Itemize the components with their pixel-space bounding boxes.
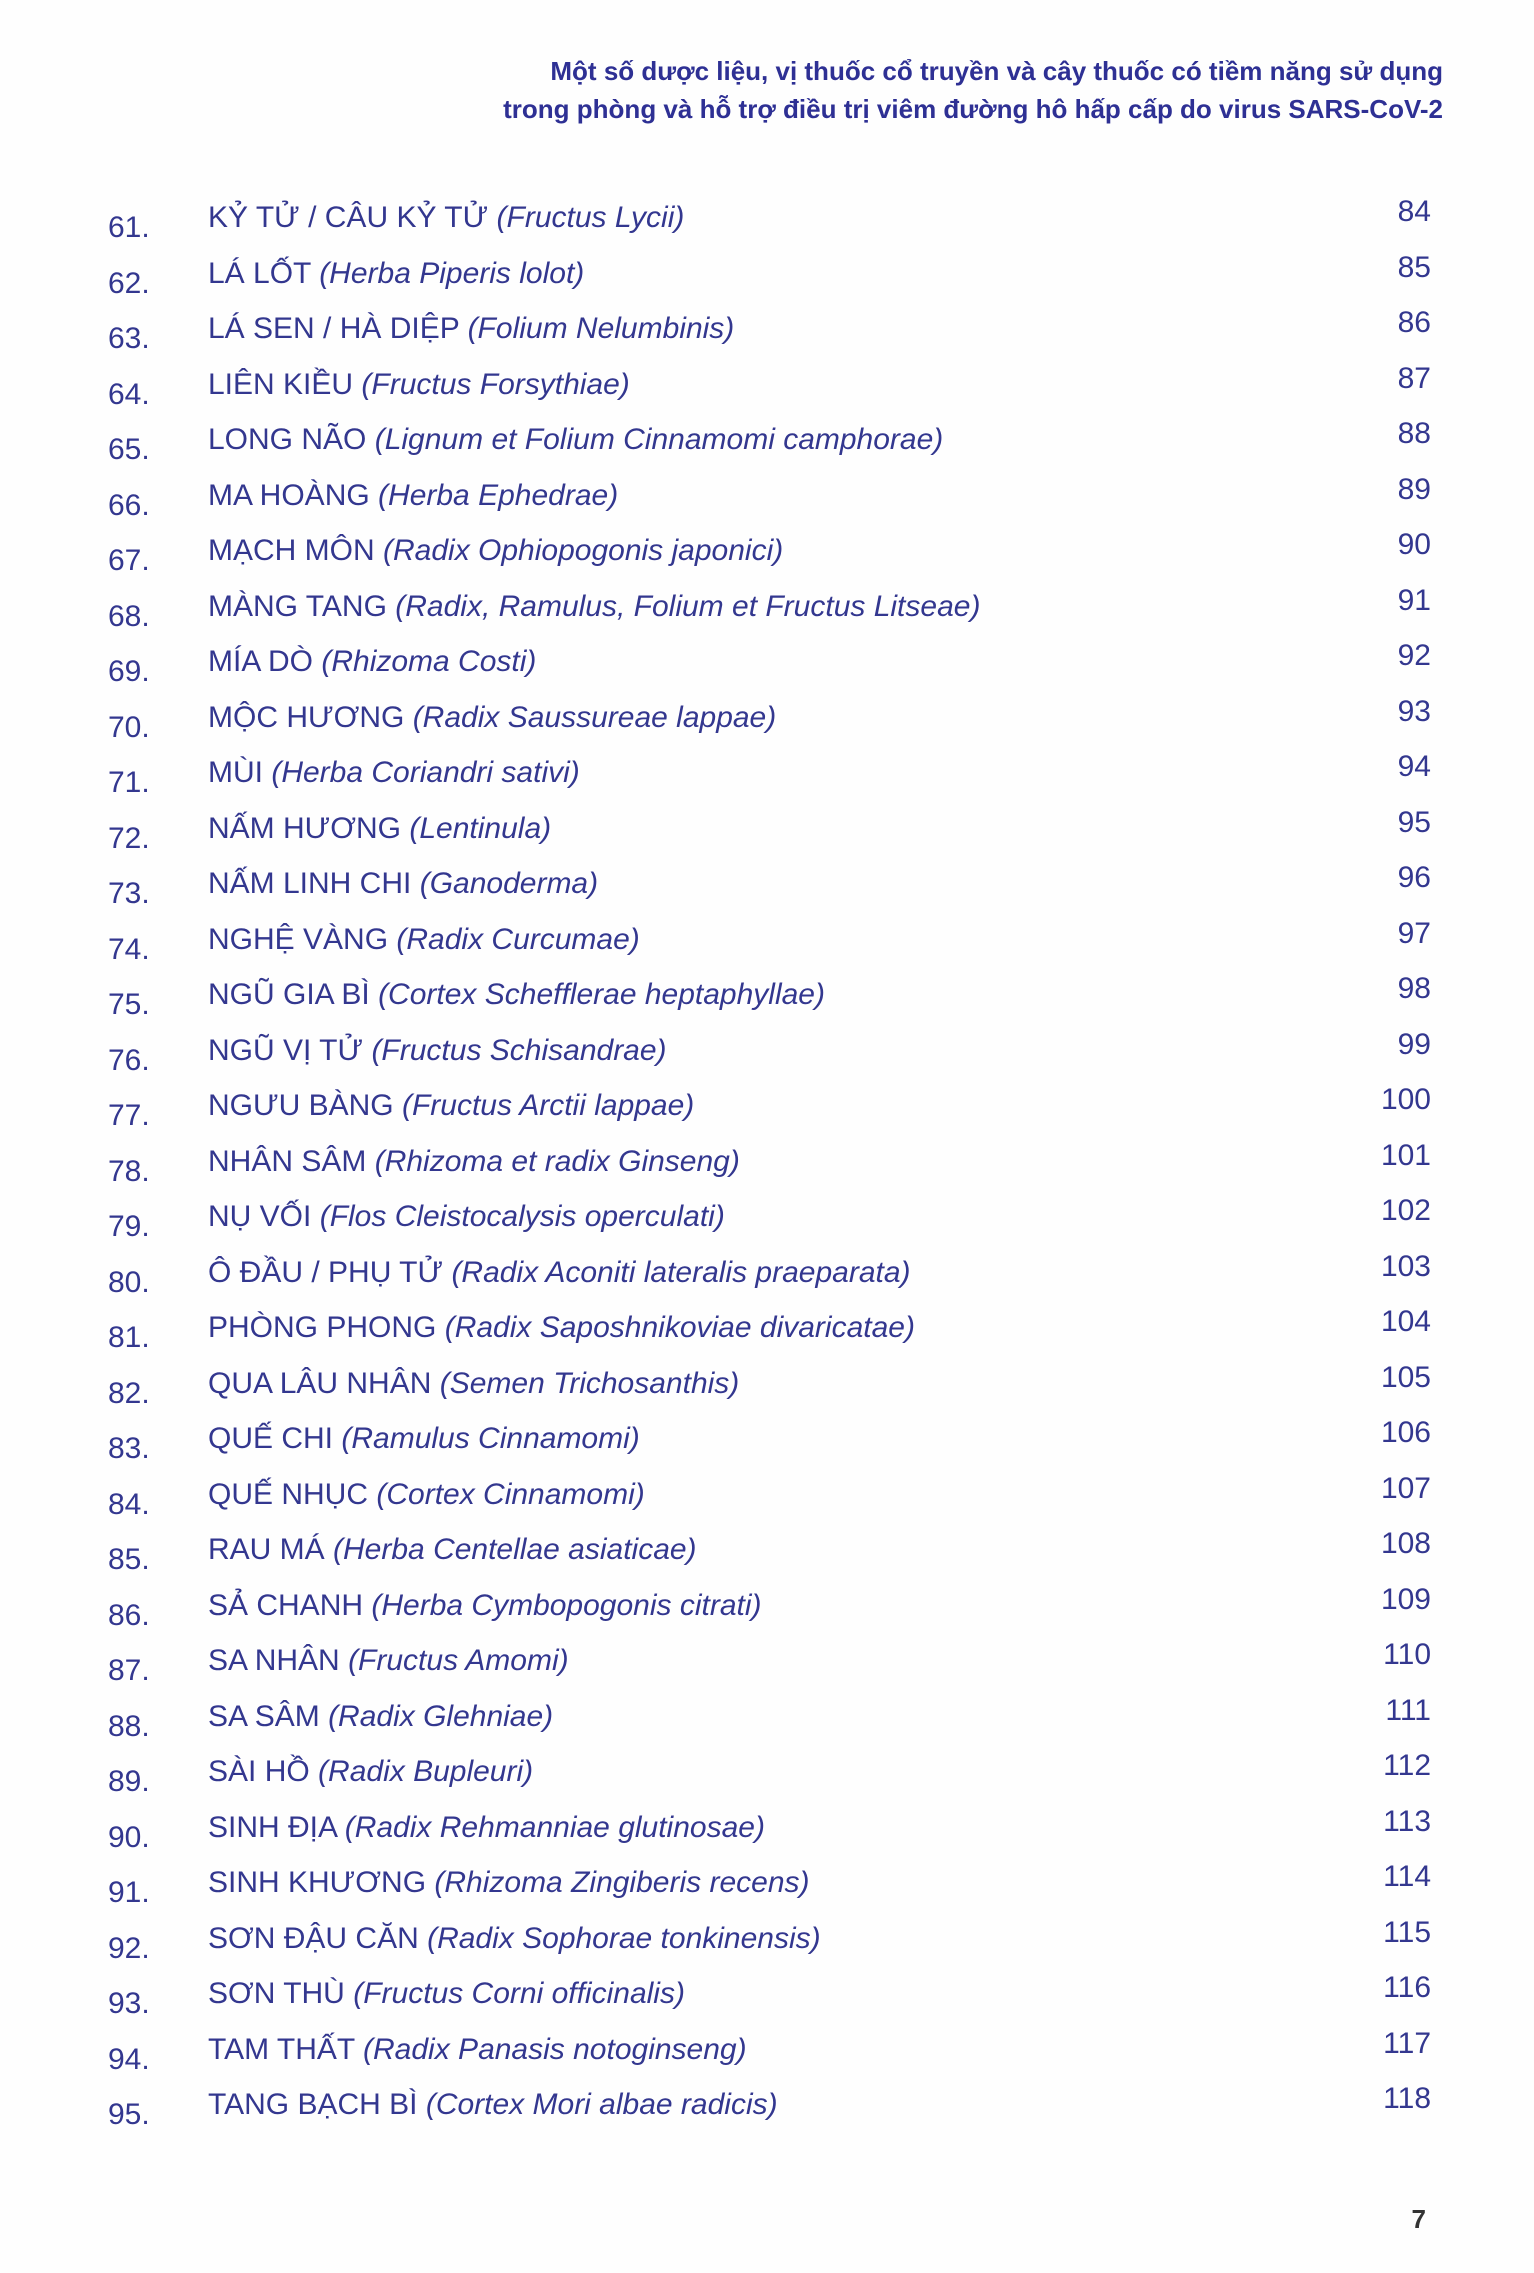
toc-entry-number: 90. (108, 1820, 150, 1854)
toc-entry-title (208, 1807, 765, 1849)
toc-entry-title (208, 1973, 685, 2015)
toc-entry-name: TANG BẠCH BÌ (208, 2088, 418, 2121)
toc-entry-title (208, 419, 943, 461)
header-line-2: trong phòng và hỗ trợ điều trị viêm đường hô hấp cấp do virus SARS-CoV-2 (503, 94, 1443, 124)
toc-entry-number: 65. (108, 433, 150, 466)
toc-entry-number: 79. (108, 1210, 150, 1243)
toc-entry-latin-name: (Fructus Lycii) (496, 201, 685, 234)
toc-entry-latin-name: (Fructus Schisandrae) (371, 1033, 667, 1067)
running-header (243, 52, 1443, 128)
toc-entry[interactable] (0, 1804, 1534, 1863)
toc-entry-page: 102 (1380, 1194, 1431, 1227)
toc-entry-latin-name: (Cortex Cinnamomi) (376, 1477, 645, 1511)
toc-entry-name: NHÂN SÂM (208, 1144, 367, 1178)
toc-entry-title (208, 808, 551, 850)
toc-entry-latin-name: (Herba Cymbopogonis citrati) (371, 1588, 762, 1622)
toc-entry-name: SA NHÂN (208, 1644, 340, 1677)
toc-entry-name: MA HOÀNG (208, 478, 370, 512)
toc-entry-page: 97 (1397, 916, 1431, 950)
toc-entry[interactable] (0, 1693, 1534, 1752)
toc-entry-number: 87. (108, 1654, 150, 1687)
toc-entry-page: 90 (1397, 528, 1431, 561)
toc-entry[interactable] (0, 805, 1534, 864)
toc-entry-name: SINH KHƯƠNG (208, 1866, 427, 1899)
toc-entry-number: 94. (108, 2042, 150, 2076)
toc-entry-number: 77. (108, 1099, 150, 1132)
toc-entry[interactable] (0, 361, 1534, 420)
toc-entry-number: 89. (108, 1765, 150, 1798)
toc-entry-number: 75. (108, 988, 150, 1021)
toc-entry-title (208, 1141, 740, 1183)
toc-entry-name: NẤM LINH CHI (208, 867, 412, 900)
toc-entry-name: NGŨ VỊ TỬ (208, 1033, 364, 1067)
toc-entry-number: 85. (108, 1543, 150, 1576)
toc-entry-name: NGƯU BÀNG (208, 1089, 394, 1122)
toc-entry-page: 100 (1380, 1083, 1431, 1116)
toc-entry[interactable] (0, 583, 1534, 642)
toc-entry-latin-name: (Radix Saussureae lappae) (412, 700, 777, 734)
toc-entry-number: 95. (108, 2098, 150, 2131)
toc-entry-page: 104 (1380, 1305, 1431, 1338)
toc-entry-latin-name: (Cortex Schefflerae heptaphyllae) (378, 978, 825, 1011)
toc-entry[interactable] (0, 1862, 1534, 1918)
toc-entry-title (208, 1474, 645, 1516)
toc-entry-page: 118 (1383, 2082, 1431, 2115)
toc-entry[interactable] (0, 752, 1534, 808)
toc-entry[interactable] (0, 1027, 1534, 1086)
toc-entry-name: SINH ĐỊA (208, 1810, 337, 1844)
toc-entry-number: 74. (108, 932, 150, 966)
toc-entry-number: 81. (108, 1321, 150, 1354)
toc-entry-name: QUA LÂU NHÂN (208, 1366, 432, 1400)
toc-entry-title (208, 1640, 569, 1682)
toc-entry-title (208, 1862, 810, 1904)
toc-entry-latin-name: (Radix Ophiopogonis japonici) (383, 534, 784, 567)
toc-entry-page: 95 (1397, 805, 1431, 839)
toc-entry-latin-name: (Ramulus Cinnamomi) (341, 1422, 640, 1455)
toc-entry-latin-name: (Fructus Forsythiae) (361, 367, 630, 401)
toc-entry-title (208, 364, 630, 406)
toc-entry-latin-name: (Radix Bupleuri) (318, 1755, 534, 1788)
toc-entry-page: 105 (1380, 1360, 1431, 1394)
toc-entry[interactable] (0, 863, 1534, 919)
toc-entry-page: 98 (1397, 972, 1431, 1005)
toc-entry-number: 68. (108, 599, 150, 633)
toc-entry-page: 108 (1380, 1527, 1431, 1560)
toc-entry[interactable] (0, 197, 1534, 253)
toc-entry[interactable] (0, 308, 1534, 364)
toc-entry-name: NẤM HƯƠNG (208, 811, 402, 845)
toc-entry-name: PHÒNG PHONG (208, 1311, 437, 1344)
toc-entry[interactable] (0, 694, 1534, 753)
toc-entry-latin-name: (Cortex Mori albae radicis) (425, 2088, 778, 2121)
toc-entry-title (208, 1307, 915, 1349)
toc-entry-number: 70. (108, 710, 150, 744)
toc-entry-latin-name: (Radix Rehmanniae glutinosae) (344, 1810, 765, 1844)
toc-entry-title (208, 697, 776, 739)
toc-entry-number: 83. (108, 1432, 150, 1465)
table-of-contents (0, 197, 1534, 2140)
toc-entry-name: MẠCH MÔN (208, 534, 375, 567)
toc-entry-title (208, 1196, 725, 1238)
toc-entry-name: MÍA DÒ (208, 645, 314, 678)
toc-entry-name: LONG NÃO (208, 423, 367, 456)
toc-entry-page: 89 (1397, 472, 1431, 506)
toc-entry-name: Ô ĐẦU / PHỤ TỬ (208, 1255, 444, 1289)
toc-entry-latin-name: (Radix Saposhnikoviae divaricatae) (444, 1311, 915, 1344)
toc-entry-number: 73. (108, 877, 150, 910)
toc-entry-page: 107 (1380, 1471, 1431, 1505)
toc-entry-title (208, 974, 825, 1016)
toc-entry-title (208, 1918, 821, 1960)
toc-entry-title (208, 1363, 739, 1405)
toc-entry-page: 92 (1397, 639, 1431, 672)
toc-entry-number: 61. (108, 211, 150, 244)
toc-entry-page: 99 (1397, 1027, 1431, 1061)
toc-entry-page: 106 (1380, 1416, 1431, 1449)
toc-entry-name: MỘC HƯƠNG (208, 700, 405, 734)
toc-entry-latin-name: (Herba Coriandri sativi) (271, 756, 580, 789)
toc-entry-title (208, 197, 684, 239)
toc-entry-number: 80. (108, 1265, 150, 1299)
toc-entry-title (208, 1585, 762, 1627)
toc-entry-title (208, 586, 980, 628)
toc-entry-latin-name: (Radix Panasis notoginseng) (363, 2032, 747, 2066)
toc-entry-name: NGŨ GIA BÌ (208, 978, 370, 1011)
toc-entry-title (208, 2084, 778, 2126)
toc-entry-latin-name: (Radix Curcumae) (396, 922, 640, 956)
toc-entry-number: 76. (108, 1043, 150, 1077)
toc-entry-page: 116 (1383, 1971, 1431, 2004)
toc-entry-title (208, 1252, 911, 1294)
toc-entry-name: TAM THẤT (208, 2032, 355, 2066)
toc-entry-number: 64. (108, 377, 150, 411)
toc-entry[interactable] (0, 472, 1534, 531)
toc-entry-page: 88 (1397, 417, 1431, 450)
toc-entry[interactable] (0, 1249, 1534, 1308)
toc-entry-latin-name: (Lentinula) (409, 811, 552, 845)
toc-entry-page: 111 (1385, 1693, 1431, 1727)
toc-entry-number: 78. (108, 1154, 150, 1188)
toc-entry-title (208, 1030, 667, 1072)
toc-entry-name: QUẾ NHỤC (208, 1477, 369, 1511)
toc-entry-name: SƠN ĐẬU CĂN (208, 1921, 419, 1955)
toc-entry-latin-name: (Herba Centellae asiaticae) (333, 1533, 697, 1566)
toc-entry-title (208, 2029, 747, 2071)
toc-entry-latin-name: (Ganoderma) (419, 867, 599, 900)
toc-entry-page: 112 (1383, 1749, 1431, 1782)
toc-entry-title (208, 1418, 640, 1460)
toc-entry-page: 93 (1397, 694, 1431, 728)
toc-entry-page: 85 (1397, 250, 1431, 284)
toc-entry-number: 71. (108, 766, 150, 799)
toc-entry[interactable] (0, 2084, 1534, 2140)
toc-entry-title (208, 1751, 533, 1793)
toc-entry-page: 86 (1397, 306, 1431, 339)
toc-entry-name: MÀNG TANG (208, 589, 387, 623)
toc-entry[interactable] (0, 2026, 1534, 2085)
toc-entry-title (208, 1529, 697, 1571)
toc-entry-name: LÁ LỐT (208, 256, 311, 290)
toc-entry[interactable] (0, 530, 1534, 586)
toc-entry-latin-name: (Lignum et Folium Cinnamomi camphorae) (374, 423, 944, 456)
toc-entry-latin-name: (Fructus Amomi) (348, 1644, 569, 1677)
toc-entry[interactable] (0, 250, 1534, 309)
toc-entry-latin-name: (Rhizoma Costi) (321, 645, 537, 678)
toc-entry[interactable] (0, 1360, 1534, 1419)
toc-entry-latin-name: (Radix Aconiti lateralis praeparata) (451, 1255, 911, 1289)
toc-entry-name: SÀI HỒ (208, 1755, 310, 1788)
toc-entry-title (208, 919, 640, 961)
toc-entry-latin-name: (Herba Piperis lolot) (319, 256, 585, 290)
toc-entry-number: 93. (108, 1987, 150, 2020)
toc-entry-name: NGHỆ VÀNG (208, 922, 389, 956)
toc-entry-latin-name: (Folium Nelumbinis) (467, 312, 735, 345)
toc-entry-number: 62. (108, 266, 150, 300)
toc-entry-page: 117 (1383, 2026, 1431, 2060)
toc-entry-name: QUẾ CHI (208, 1422, 334, 1455)
toc-entry-number: 88. (108, 1709, 150, 1743)
toc-entry-title (208, 641, 536, 683)
toc-entry-title (208, 475, 618, 517)
toc-entry-latin-name: (Semen Trichosanthis) (439, 1366, 740, 1400)
toc-entry-title (208, 253, 584, 295)
toc-entry-page: 114 (1383, 1860, 1431, 1893)
toc-entry-latin-name: (Fructus Arctii lappae) (401, 1089, 695, 1122)
toc-entry-latin-name: (Radix, Ramulus, Folium et Fructus Litseae) (395, 589, 981, 623)
header-line-1: Một số dược liệu, vị thuốc cổ truyền và cây thuốc có tiềm năng sử dụng (550, 56, 1443, 86)
toc-entry[interactable] (0, 1418, 1534, 1474)
toc-entry-number: 63. (108, 322, 150, 355)
toc-entry-number: 86. (108, 1598, 150, 1632)
toc-entry-page: 103 (1380, 1249, 1431, 1283)
toc-entry-title (208, 863, 598, 905)
toc-entry-page: 94 (1397, 750, 1431, 783)
toc-entry-latin-name: (Fructus Corni officinalis) (353, 1977, 685, 2010)
toc-entry-latin-name: (Herba Ephedrae) (378, 478, 619, 512)
toc-entry[interactable] (0, 1751, 1534, 1807)
toc-entry-page: 96 (1397, 861, 1431, 894)
toc-entry-latin-name: (Radix Sophorae tonkinensis) (427, 1921, 821, 1955)
toc-entry-latin-name: (Rhizoma et radix Ginseng) (374, 1144, 740, 1178)
toc-entry[interactable] (0, 1529, 1534, 1585)
toc-entry[interactable] (0, 1640, 1534, 1696)
toc-entry[interactable] (0, 1196, 1534, 1252)
toc-entry-name: SƠN THÙ (208, 1977, 345, 2010)
toc-entry-name: NỤ VỐI (208, 1200, 312, 1233)
toc-entry-name: LÁ SEN / HÀ DIỆP (208, 312, 460, 345)
toc-entry-name: MÙI (208, 756, 263, 789)
toc-entry-latin-name: (Flos Cleistocalysis operculati) (319, 1200, 725, 1233)
toc-entry[interactable] (0, 1471, 1534, 1530)
toc-entry-page: 110 (1383, 1638, 1431, 1671)
toc-entry-title (208, 530, 783, 572)
toc-entry-page: 101 (1380, 1138, 1431, 1172)
toc-entry-number: 67. (108, 544, 150, 577)
toc-entry-latin-name: (Radix Glehniae) (328, 1699, 554, 1733)
toc-entry-title (208, 752, 580, 794)
toc-entry[interactable] (0, 1085, 1534, 1141)
toc-entry-number: 82. (108, 1376, 150, 1410)
toc-entry-page: 91 (1397, 583, 1431, 617)
page-number: 7 (1411, 2204, 1426, 2234)
toc-entry-page: 115 (1383, 1915, 1431, 1949)
toc-entry-number: 91. (108, 1876, 150, 1909)
toc-entry-page: 113 (1383, 1804, 1431, 1838)
toc-entry[interactable] (0, 1307, 1534, 1363)
toc-entry-name: SA SÂM (208, 1699, 320, 1733)
toc-entry-page: 87 (1397, 361, 1431, 395)
toc-entry[interactable] (0, 916, 1534, 975)
toc-entry[interactable] (0, 419, 1534, 475)
toc-entry[interactable] (0, 1973, 1534, 2029)
toc-entry-name: SẢ CHANH (208, 1588, 364, 1622)
toc-entry-title (208, 308, 734, 350)
toc-entry-number: 72. (108, 821, 150, 855)
toc-entry-page: 109 (1380, 1582, 1431, 1616)
toc-entry-title (208, 1696, 553, 1738)
toc-entry[interactable] (0, 974, 1534, 1030)
toc-entry-number: 69. (108, 655, 150, 688)
toc-entry[interactable] (0, 1138, 1534, 1197)
toc-entry[interactable] (0, 641, 1534, 697)
toc-entry-number: 84. (108, 1487, 150, 1521)
toc-entry-number: 66. (108, 488, 150, 522)
toc-entry-number: 92. (108, 1931, 150, 1965)
toc-entry-name: LIÊN KIỀU (208, 367, 354, 401)
toc-entry[interactable] (0, 1582, 1534, 1641)
toc-entry-page: 84 (1397, 195, 1431, 228)
toc-entry[interactable] (0, 1915, 1534, 1974)
toc-entry-title (208, 1085, 694, 1127)
toc-entry-name: KỶ TỬ / CÂU KỶ TỬ (208, 201, 489, 234)
toc-entry-name: RAU MÁ (208, 1533, 325, 1566)
toc-entry-latin-name: (Rhizoma Zingiberis recens) (434, 1866, 810, 1899)
